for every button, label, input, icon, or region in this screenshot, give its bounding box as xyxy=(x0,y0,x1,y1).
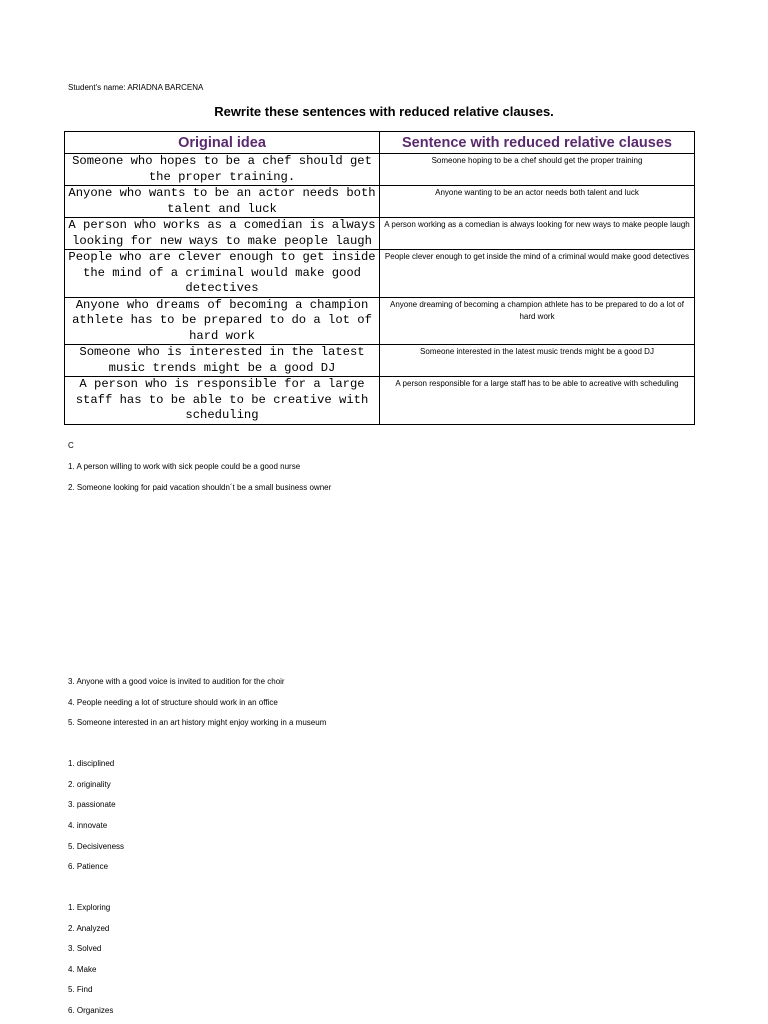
nouns-list-item: 2. originality xyxy=(68,780,111,789)
column-header-original: Original idea xyxy=(65,132,380,154)
student-name-label: Student's name: xyxy=(68,83,126,92)
original-sentence: Someone who hopes to be a chef should get the proper training. xyxy=(65,154,380,186)
reduced-sentence: Someone hoping to be a chef should get the proper training xyxy=(380,154,695,186)
reduced-sentence: People clever enough to get inside the mind of a criminal would make good detectives xyxy=(380,250,695,298)
column-header-reduced: Sentence with reduced relative clauses xyxy=(380,132,695,154)
section-c-item: 5. Someone interested in an art history might enjoy working in a museum xyxy=(68,718,327,727)
nouns-list-item: 1. disciplined xyxy=(68,759,115,768)
reduced-sentence: Anyone dreaming of becoming a champion athlete has to be prepared to do a lot of hard work xyxy=(380,297,695,345)
table-row xyxy=(65,345,695,377)
original-sentence: Someone who is interested in the latest music trends might be a good DJ xyxy=(65,345,380,377)
reduced-sentence: A person working as a comedian is always looking for new ways to make people laugh xyxy=(380,218,695,250)
nouns-list-item: 5. Decisiveness xyxy=(68,842,125,851)
instruction-title: Rewrite these sentences with reduced relative clauses. xyxy=(214,104,554,119)
table-row xyxy=(65,250,695,298)
student-name-value: ARIADNA BARCENA xyxy=(127,83,204,92)
verbs-list-item: 4. Make xyxy=(68,965,97,974)
reduced-sentence: Anyone wanting to be an actor needs both talent and luck xyxy=(380,186,695,218)
section-c-item: 4. People needing a lot of structure should work in an office xyxy=(68,698,278,707)
section-c-item: 2. Someone looking for paid vacation shouldn´t be a small business owner xyxy=(68,483,332,492)
reduced-sentence: Someone interested in the latest music trends might be a good DJ xyxy=(380,345,695,377)
reduced-sentence: A person responsible for a large staff has to be able to acreative with scheduling xyxy=(380,377,695,425)
student-name-line xyxy=(68,83,203,92)
verbs-list-item: 6. Organizes xyxy=(68,1006,114,1015)
verbs-list-item: 1. Exploring xyxy=(68,903,111,912)
original-sentence: People who are clever enough to get inside the mind of a criminal would make good detectives xyxy=(65,250,380,298)
nouns-list-item: 3. passionate xyxy=(68,800,116,809)
exercise-table xyxy=(64,131,695,425)
table-row xyxy=(65,218,695,250)
nouns-list-item: 6. Patience xyxy=(68,862,109,871)
original-sentence: Anyone who dreams of becoming a champion athlete has to be prepared to do a lot of hard work xyxy=(65,297,380,345)
table-row xyxy=(65,377,695,425)
section-c-item: 1. A person willing to work with sick people could be a good nurse xyxy=(68,462,301,471)
table-header-row xyxy=(65,132,695,154)
verbs-list-item: 3. Solved xyxy=(68,944,102,953)
verbs-list-item: 5. Find xyxy=(68,985,93,994)
verbs-list-item: 2. Analyzed xyxy=(68,924,110,933)
original-sentence: Anyone who wants to be an actor needs both talent and luck xyxy=(65,186,380,218)
nouns-list-item: 4. innovate xyxy=(68,821,108,830)
table-row xyxy=(65,186,695,218)
section-c-label: C xyxy=(68,441,74,450)
table-row xyxy=(65,154,695,186)
table-row xyxy=(65,297,695,345)
section-c-item: 3. Anyone with a good voice is invited to audition for the choir xyxy=(68,677,285,686)
original-sentence: A person who is responsible for a large staff has to be able to be creative with scheduling xyxy=(65,377,380,425)
original-sentence: A person who works as a comedian is always looking for new ways to make people laugh xyxy=(65,218,380,250)
